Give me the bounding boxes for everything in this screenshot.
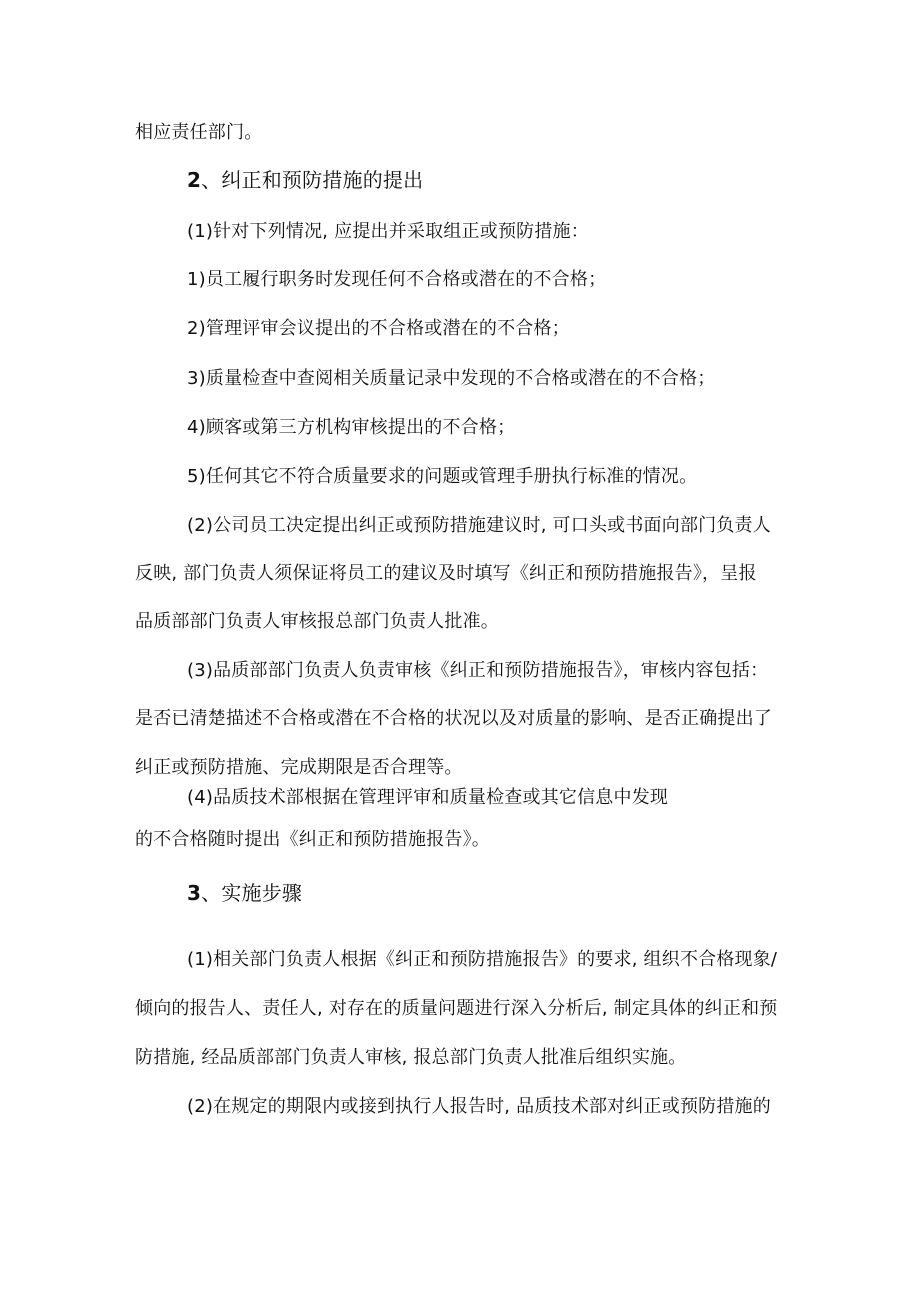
- section-heading-2: [187, 167, 423, 193]
- section-heading-3: [187, 880, 302, 906]
- text-line: (4)品质技术部根据在管理评审和质量检查或其它信息中发现: [187, 787, 669, 808]
- section-title: 、纠正和预防措施的提出: [201, 168, 424, 192]
- section-number: 3: [187, 881, 202, 905]
- text-line: (1)相关部门负责人根据《纠正和预防措施报告》的要求, 组织不合格现象/: [187, 949, 778, 970]
- section-number: 2: [187, 168, 202, 192]
- text-line: 的不合格随时提出《纠正和预防措施报告》。: [135, 829, 490, 850]
- list-item: 2)管理评审会议提出的不合格或潜在的不合格；: [187, 318, 570, 339]
- list-item: 5)任何其它不符合质量要求的问题或管理手册执行标准的情况。: [187, 466, 698, 487]
- list-item: 3)质量检查中查阅相关质量记录中发现的不合格或潜在的不合格；: [187, 368, 716, 389]
- text-line: 相应责任部门。: [135, 122, 263, 143]
- text-line: (3)品质部部门负责人负责审核《纠正和预防措施报告》，审核内容包括：: [187, 660, 769, 681]
- text-line: 是否已清楚描述不合格或潜在不合格的状况以及对质量的影响、是否正确提出了: [135, 708, 772, 729]
- text-line: (2)公司员工决定提出纠正或预防措施建议时, 可口头或书面向部门负责人: [187, 515, 771, 536]
- text-line: 纠正或预防措施、完成期限是否合理等。: [135, 757, 463, 778]
- list-item: 1)员工履行职务时发现任何不合格或潜在的不合格；: [187, 269, 607, 290]
- text-line: (2)在规定的期限内或接到执行人报告时, 品质技术部对纠正或预防措施的: [187, 1096, 771, 1117]
- text-line: 防措施, 经品质部部门负责人审核, 报总部门负责人批准后组织实施。: [135, 1047, 687, 1068]
- text-line: 品质部部门负责人审核报总部门负责人批准。: [135, 611, 499, 632]
- text-line: 倾向的报告人、责任人, 对存在的质量问题进行深入分析后, 制定具体的纠正和预: [135, 998, 778, 1019]
- list-item: 4)顾客或第三方机构审核提出的不合格；: [187, 417, 516, 438]
- section-title: 、实施步骤: [201, 881, 303, 905]
- text-line: 反映, 部门负责人须保证将员工的建议及时填写《纠正和预防措施报告》，呈报: [135, 563, 757, 584]
- text-line: (1)针对下列情况, 应提出并采取组正或预防措施：: [187, 221, 589, 242]
